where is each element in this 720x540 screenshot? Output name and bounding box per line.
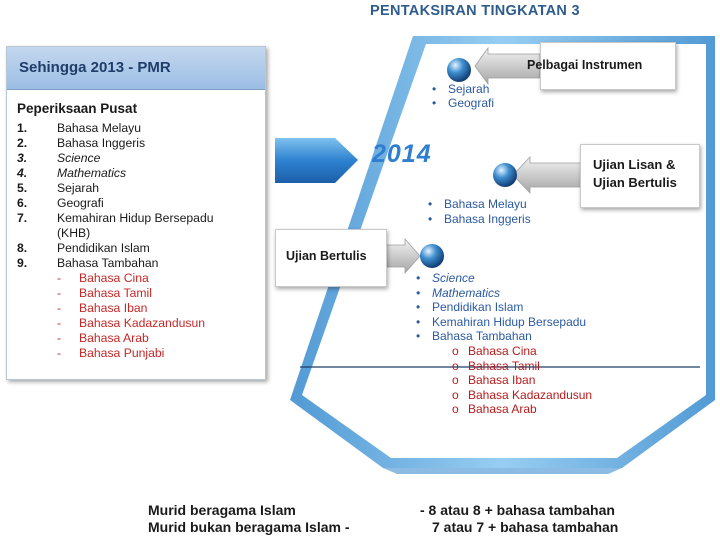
pmr-item: 2. Bahasa Inggeris	[17, 136, 146, 150]
funnel-sub-item: o Bahasa Arab	[452, 402, 537, 416]
pmr-sub-item: - Bahasa Cina	[57, 271, 149, 285]
callout-top-label: Pelbagai Instrumen	[527, 58, 643, 72]
pmr-item: 4. Mathematics	[17, 166, 127, 180]
pmr-item: 1. Bahasa Melayu	[17, 121, 142, 135]
pmr-sub-item: - Bahasa Iban	[57, 301, 148, 315]
footer-row2-right: 7 atau 7 + bahasa tambahan	[432, 519, 619, 535]
funnel-item: • Bahasa Tambahan	[416, 329, 532, 343]
pmr-item: 6. Geografi	[17, 196, 104, 210]
funnel-sub-item: o Bahasa Cina	[452, 344, 537, 358]
pmr-item: 7. Kemahiran Hidup Bersepadu	[17, 211, 214, 225]
funnel-item: • Sejarah	[432, 82, 490, 96]
funnel-item: • Bahasa Melayu	[428, 197, 527, 211]
pmr-panel	[6, 46, 266, 380]
funnel-sub-item: o Bahasa Iban	[452, 373, 536, 387]
funnel-item: • Pendidikan Islam	[416, 300, 524, 314]
pmr-sub-item: - Bahasa Arab	[57, 331, 149, 345]
funnel-item: • Kemahiran Hidup Bersepadu	[416, 315, 587, 329]
pmr-item: 5. Sejarah	[17, 181, 100, 195]
funnel-item: • Science	[416, 271, 475, 285]
funnel-item: • Bahasa Inggeris	[428, 212, 531, 226]
callout-middle-line2: Ujian Bertulis	[593, 175, 677, 190]
funnel-sub-item: o Bahasa Tamil	[452, 359, 540, 373]
callout-pelbagai-instrumen	[527, 42, 676, 90]
page-title: PENTAKSIRAN TINGKATAN 3	[370, 3, 580, 19]
sphere-bottom	[420, 244, 444, 268]
funnel-sub-item: o Bahasa Kadazandusun	[452, 388, 593, 402]
funnel-item: • Geografi	[432, 96, 495, 110]
pmr-sub-item: - Bahasa Kadazandusun	[57, 316, 206, 330]
callout-middle-line1: Ujian Lisan &	[593, 157, 676, 172]
pmr-item: 3. Science	[17, 151, 101, 165]
big-arrow	[275, 138, 358, 183]
callout-ujian-bertulis	[275, 229, 387, 287]
pmr-item: 9. Bahasa Tambahan	[17, 256, 159, 270]
sphere-top	[447, 58, 471, 82]
pmr-panel-header	[7, 47, 265, 90]
pmr-sub-item: - Bahasa Punjabi	[57, 346, 165, 360]
pmr-item: (KHB)	[57, 226, 91, 240]
footer-row1-left: Murid beragama Islam	[148, 502, 296, 518]
pmr-subtitle: Peperiksaan Pusat	[17, 101, 138, 116]
footer-row2-left: Murid bukan beragama Islam -	[148, 519, 350, 535]
footer-row1-right: - 8 atau 8 + bahasa tambahan	[420, 502, 615, 518]
funnel-item: • Mathematics	[416, 286, 501, 300]
pmr-item: 8. Pendidikan Islam	[17, 241, 150, 255]
callout-bottom-label: Ujian Bertulis	[286, 249, 367, 263]
sphere-middle	[493, 163, 517, 187]
pmr-panel-title: Sehingga 2013 - PMR	[19, 59, 171, 76]
pmr-sub-item: - Bahasa Tamil	[57, 286, 152, 300]
year-label: 2014	[372, 140, 432, 168]
callout-ujian-lisan	[580, 144, 700, 208]
